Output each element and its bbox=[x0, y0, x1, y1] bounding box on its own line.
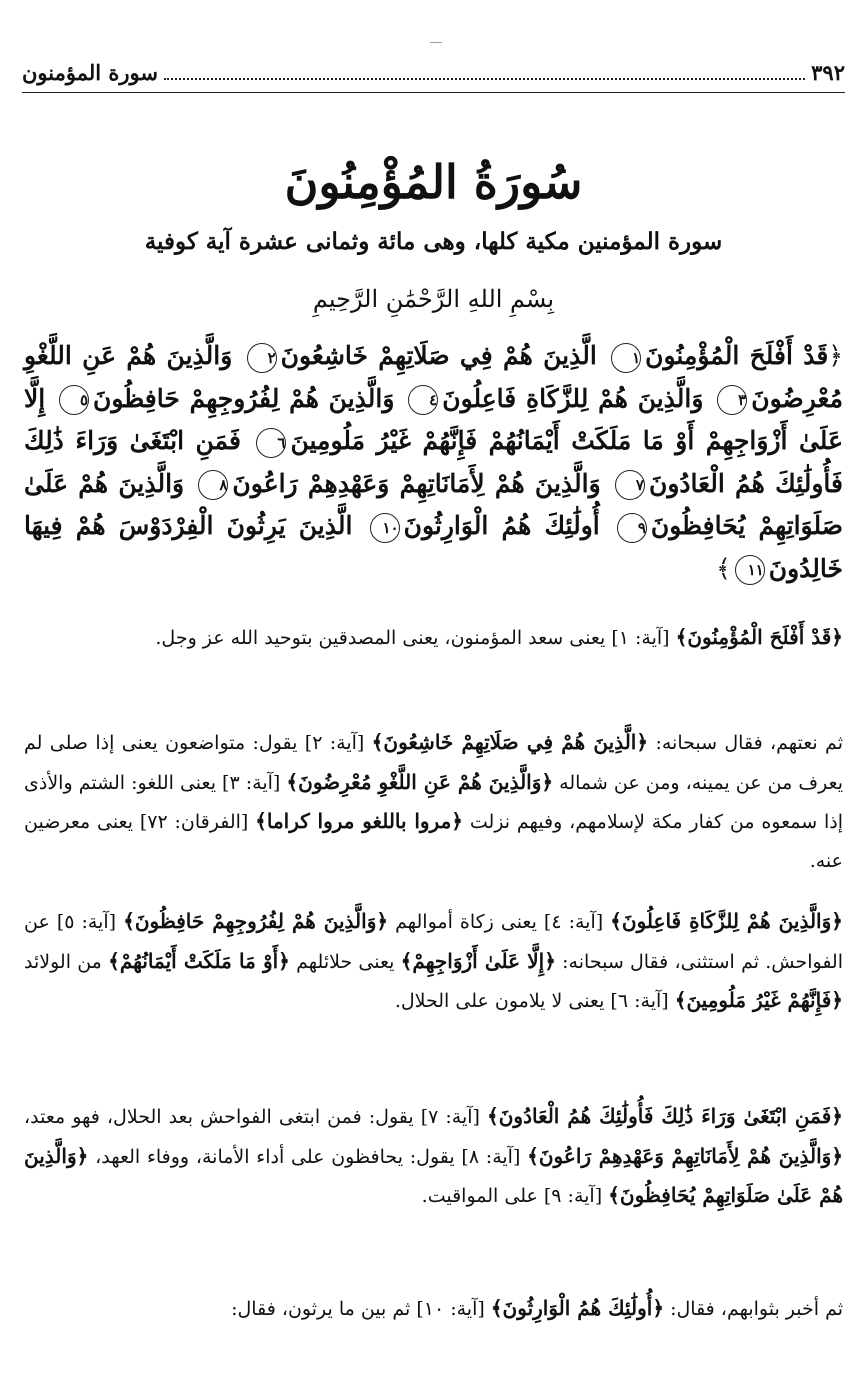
commentary-paragraph-3 bbox=[24, 902, 843, 1021]
quoted-verse: ﴿وَالَّذِينَ هُمْ لِفُرُوجِهِمْ حَافِظُونَ﴾ bbox=[123, 909, 389, 933]
quoted-verse: ﴿وَالَّذِينَ هُمْ عَلَىٰ صَلَوَاتِهِمْ يُحَافِظُونَ﴾ bbox=[24, 1143, 843, 1207]
quoted-verse: ﴿إِلَّا عَلَىٰ أَزْوَاجِهِمْ﴾ bbox=[400, 948, 556, 973]
header-dot-leader bbox=[164, 64, 805, 80]
verse-number-ornament: ٤ bbox=[408, 385, 438, 415]
quoted-verse: ﴿مروا باللغو مروا كراما﴾ bbox=[255, 809, 464, 833]
verse-open-bracket: ﴿ bbox=[828, 341, 843, 370]
verses-block bbox=[24, 335, 843, 590]
quoted-verse: ﴿أُولَٰئِكَ هُمُ الْوَارِثُونَ﴾ bbox=[490, 1296, 665, 1320]
quoted-verse: ﴿فَإِنَّهُمْ غَيْرُ مَلُومِينَ﴾ bbox=[674, 988, 843, 1012]
surah-subtitle: سورة المؤمنين مكية كلها، وهى مائة وثمانى عشرة آية كوفية bbox=[144, 228, 723, 255]
verse-number-ornament: ١١ bbox=[735, 555, 765, 585]
commentary-text: يعنى حلائلهم bbox=[296, 950, 395, 973]
commentary-text: [آية: ٥] عن الفواحش. ثم استثنى، فقال سبحانه: bbox=[24, 911, 844, 973]
verse-1: قَدْ أَفْلَحَ الْمُؤْمِنُونَ bbox=[645, 341, 829, 370]
commentary-paragraph-2 bbox=[24, 723, 843, 880]
commentary-text: [آية: ١] يعنى سعد المؤمنون، يعنى المصدقين بتوحيد الله عز وجل. bbox=[155, 627, 670, 649]
surah-title: سُورَةُ المُؤْمِنُونَ bbox=[284, 155, 583, 209]
page-number: ٣٩٢ bbox=[811, 59, 845, 85]
top-margin-mark bbox=[430, 42, 442, 43]
quoted-verse: ﴿قَدْ أَفْلَحَ الْمُؤْمِنُونَ﴾ bbox=[675, 625, 843, 649]
quoted-verse: ﴿فَمَنِ ابْتَغَىٰ وَرَاءَ ذَٰلِكَ فَأُولَٰئِكَ هُمُ الْعَادُونَ﴾ bbox=[487, 1104, 843, 1128]
verse-5: وَالَّذِينَ هُمْ لِفُرُوجِهِمْ حَافِظُونَ bbox=[93, 383, 395, 413]
verse-number-ornament: ٥ bbox=[59, 385, 89, 415]
running-header bbox=[22, 52, 845, 93]
commentary-text: [آية: ٦] يعنى لا يلامون على الحلال. bbox=[394, 990, 669, 1012]
quoted-verse: ﴿وَالَّذِينَ هُمْ لِأَمَانَاتِهِمْ وَعَهْدِهِمْ رَاعُونَ﴾ bbox=[527, 1143, 844, 1168]
verse-10: أُولَٰئِكَ هُمُ الْوَارِثُونَ bbox=[403, 511, 600, 540]
commentary-text: [آية: ٧] يقول: فمن ابتغى الفواحش بعد الحلال، فهو معتد، bbox=[24, 1106, 480, 1128]
verse-7: فَمَنِ ابْتَغَىٰ وَرَاءَ ذَٰلِكَ فَأُولَٰئِكَ هُمُ الْعَادُونَ bbox=[24, 426, 843, 498]
basmala: بِسْمِ اللهِ الرَّحْمَٰنِ الرَّحِيمِ bbox=[312, 285, 555, 313]
verse-number-ornament: ١٠ bbox=[370, 513, 400, 543]
commentary-paragraph-5 bbox=[24, 1289, 843, 1329]
verse-2: الَّذِينَ هُمْ فِي صَلَاتِهِمْ خَاشِعُونَ bbox=[280, 341, 597, 370]
commentary-text: [آية: ٣] يعنى اللغو: الشتم والأذى إذا سمعوه من كفار مكة لإسلامهم، وفيهم نزلت bbox=[24, 771, 843, 833]
verse-3: وَالَّذِينَ هُمْ عَنِ اللَّغْوِ مُعْرِضُونَ bbox=[24, 341, 843, 413]
commentary-text: من الولائد bbox=[24, 950, 102, 973]
commentary-text: [الفرقان: ٧٢] يعنى معرضين عنه. bbox=[24, 811, 843, 872]
verse-number-ornament: ٩ bbox=[617, 513, 647, 543]
commentary-text: ثم نعتهم، فقال سبحانه: bbox=[655, 732, 843, 754]
verse-number-ornament: ١ bbox=[611, 343, 641, 373]
quoted-verse: ﴿الَّذِينَ هُمْ فِي صَلَاتِهِمْ خَاشِعُونَ﴾ bbox=[371, 730, 649, 754]
verse-number-ornament: ٢ bbox=[247, 343, 277, 373]
verse-11: الَّذِينَ يَرِثُونَ الْفِرْدَوْسَ هُمْ فِيهَا خَالِدُونَ bbox=[24, 511, 843, 583]
verse-number-ornament: ٨ bbox=[198, 470, 228, 500]
verse-6: إِلَّا عَلَىٰ أَزْوَاجِهِمْ أَوْ مَا مَلَكَتْ أَيْمَانُهُمْ فَإِنَّهُمْ غَيْرُ مَلُومِينَ bbox=[24, 383, 843, 455]
verse-close-bracket: ﴾ bbox=[716, 553, 731, 583]
running-title: سورة المؤمنون bbox=[22, 59, 158, 85]
commentary-text: [آية: ٩] على المواقيت. bbox=[421, 1185, 603, 1207]
verse-8: وَالَّذِينَ هُمْ لِأَمَانَاتِهِمْ وَعَهْدِهِمْ رَاعُونَ bbox=[232, 468, 601, 498]
commentary-text: [آية: ٤] يعنى زكاة أموالهم bbox=[395, 911, 604, 933]
verse-number-ornament: ٧ bbox=[615, 470, 645, 500]
quoted-verse: ﴿وَالَّذِينَ هُمْ عَنِ اللَّغْوِ مُعْرِضُونَ﴾ bbox=[286, 769, 554, 794]
commentary-text: ثم أخبر بثوابهم، فقال: bbox=[670, 1298, 843, 1320]
commentary-paragraph-1 bbox=[24, 618, 843, 658]
commentary-text: [آية: ٨] يقول: يحافظون على أداء الأمانة، ووفاء العهد، bbox=[95, 1145, 521, 1168]
commentary-paragraph-4 bbox=[24, 1097, 843, 1216]
verse-number-ornament: ٦ bbox=[256, 428, 286, 458]
verse-9: وَالَّذِينَ هُمْ عَلَىٰ صَلَوَاتِهِمْ يُحَافِظُونَ bbox=[24, 468, 843, 540]
commentary-text: [آية: ١٠] ثم بين ما يرثون، فقال: bbox=[231, 1298, 485, 1320]
quoted-verse: ﴿أَوْ مَا مَلَكَتْ أَيْمَانُهُمْ﴾ bbox=[108, 948, 290, 973]
commentary-text: [آية: ٢] يقول: متواضعون يعنى إذا صلى لم يعرف من عن يمينه، ومن عن شماله bbox=[24, 732, 844, 794]
verse-4: وَالَّذِينَ هُمْ لِلزَّكَاةِ فَاعِلُونَ bbox=[442, 383, 704, 413]
quoted-verse: ﴿وَالَّذِينَ هُمْ لِلزَّكَاةِ فَاعِلُونَ﴾ bbox=[610, 909, 843, 933]
verse-number-ornament: ٣ bbox=[717, 385, 747, 415]
